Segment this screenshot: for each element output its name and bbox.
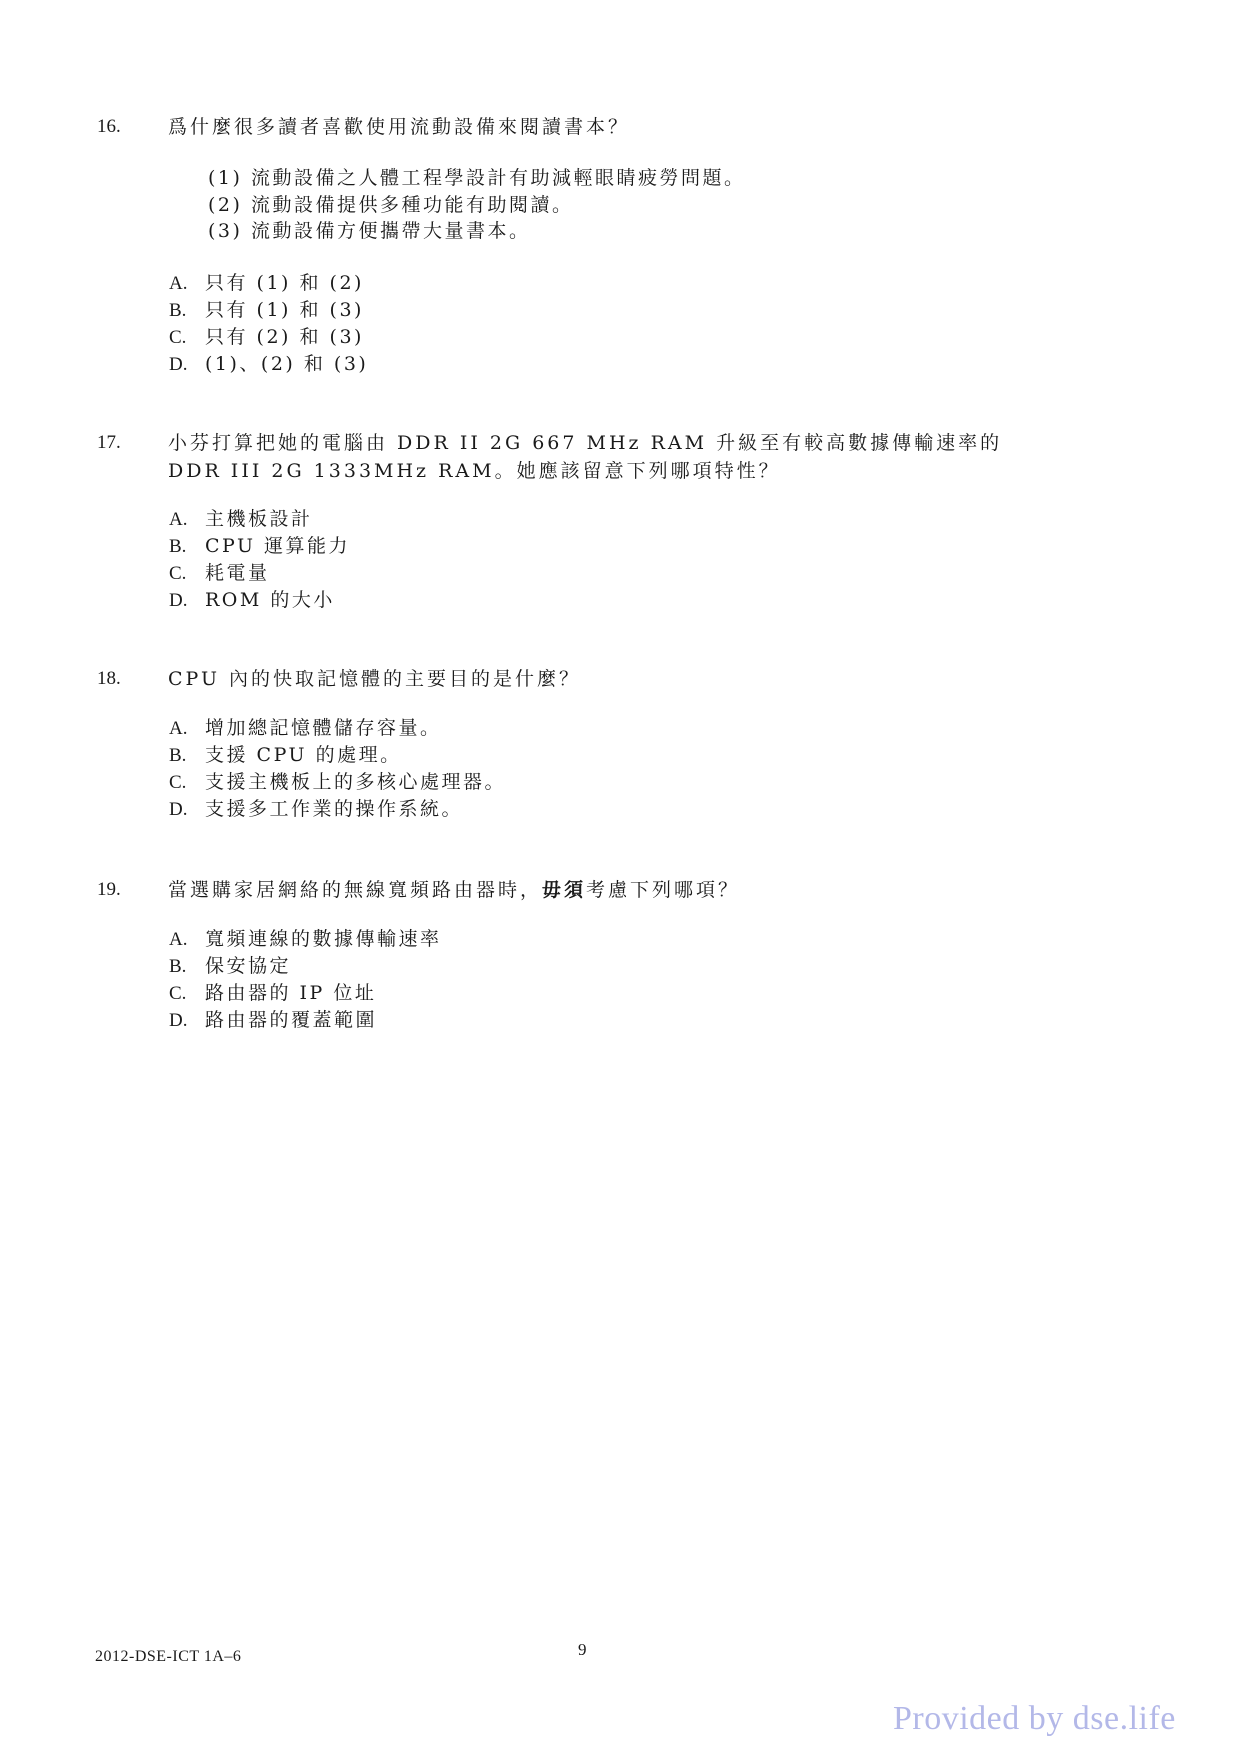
- option-letter: A.: [169, 273, 188, 294]
- option-list: [169, 270, 368, 378]
- paper-code: 2012-DSE-ICT 1A–6: [95, 1648, 242, 1665]
- question-text-before: 當選購家居網絡的無線寬頻路由器時，: [168, 879, 543, 901]
- option-letter: D.: [169, 590, 188, 611]
- option-d: [169, 587, 350, 614]
- option-text: 耗電量: [205, 562, 270, 584]
- option-text: 主機板設計: [205, 508, 313, 530]
- option-c: [169, 769, 506, 796]
- option-text: 只有 (1) 和 (2): [205, 272, 364, 294]
- option-text: 寬頻連線的數據傳輸速率: [205, 928, 442, 950]
- statement-list: [208, 165, 745, 245]
- option-text: CPU 運算能力: [205, 535, 351, 557]
- option-letter: B.: [169, 956, 187, 977]
- option-c: [169, 980, 442, 1007]
- question-text-after: 考慮下列哪項？: [586, 879, 741, 901]
- option-letter: D.: [169, 354, 188, 375]
- option-b: [169, 742, 506, 769]
- option-text: 路由器的覆蓋範圍: [205, 1009, 378, 1031]
- option-letter: A.: [169, 718, 188, 739]
- question-emphasis: 毋須: [542, 879, 587, 901]
- option-b: [169, 297, 368, 324]
- option-text: 路由器的 IP 位址: [205, 982, 377, 1004]
- option-text: 保安協定: [205, 955, 292, 977]
- option-list: [169, 715, 506, 823]
- question-number: 19.: [97, 879, 121, 900]
- watermark-link[interactable]: Provided by dse.life: [893, 1700, 1176, 1737]
- option-a: [169, 270, 368, 297]
- option-text: 只有 (1) 和 (3): [205, 299, 364, 321]
- option-a: [169, 715, 506, 742]
- question-number: 17.: [97, 432, 121, 453]
- option-letter: A.: [169, 509, 188, 530]
- question-number: 18.: [97, 668, 121, 689]
- option-letter: A.: [169, 929, 188, 950]
- statement-item: (3) 流動設備方便攜帶大量書本。: [208, 220, 531, 242]
- option-letter: C.: [169, 563, 187, 584]
- option-letter: C.: [169, 772, 187, 793]
- question-text: [168, 113, 1088, 141]
- page-number: 9: [578, 1640, 587, 1659]
- option-text: 只有 (2) 和 (3): [205, 326, 364, 348]
- question-text: [168, 429, 1088, 485]
- question-text-line: 小芬打算把她的電腦由 DDR II 2G 667 MHz RAM 升級至有較高數據傳輸速率的: [168, 432, 1003, 454]
- option-text: 支援多工作業的操作系統。: [205, 798, 464, 820]
- question-text-line: CPU 內的快取記憶體的主要目的是什麼？: [168, 668, 582, 690]
- option-text: 支援主機板上的多核心處理器。: [205, 771, 507, 793]
- option-c: [169, 560, 350, 587]
- option-d: [169, 351, 368, 378]
- question-text-line: 爲什麼很多讀者喜歡使用流動設備來閱讀書本？: [168, 116, 631, 138]
- option-b: [169, 953, 442, 980]
- question-number: 16.: [97, 116, 121, 137]
- question-text: [168, 665, 1088, 693]
- option-d: [169, 796, 506, 823]
- statement-item: (2) 流動設備提供多種功能有助閱讀。: [208, 193, 574, 216]
- option-letter: B.: [169, 745, 187, 766]
- statement-item: (1) 流動設備之人體工程學設計有助減輕眼睛疲勞問題。: [208, 167, 746, 189]
- option-letter: B.: [169, 300, 187, 321]
- option-list: [169, 506, 350, 614]
- option-letter: C.: [169, 983, 187, 1004]
- option-text: 增加總記憶體儲存容量。: [205, 717, 442, 739]
- option-letter: B.: [169, 536, 187, 557]
- option-text: ROM 的大小: [205, 589, 335, 611]
- question-text-line: DDR III 2G 1333MHz RAM。她應該留意下列哪項特性？: [168, 460, 781, 482]
- option-text: 支援 CPU 的處理。: [205, 744, 402, 766]
- option-letter: C.: [169, 327, 187, 348]
- question-text: [168, 876, 1088, 904]
- option-c: [169, 324, 368, 351]
- question-text-line: [168, 876, 1088, 904]
- option-d: [169, 1007, 442, 1034]
- option-b: [169, 533, 350, 560]
- option-letter: D.: [169, 1010, 188, 1031]
- option-text: (1)、(2) 和 (3): [205, 353, 369, 375]
- option-a: [169, 926, 442, 953]
- option-letter: D.: [169, 799, 188, 820]
- option-a: [169, 506, 350, 533]
- option-list: [169, 926, 442, 1034]
